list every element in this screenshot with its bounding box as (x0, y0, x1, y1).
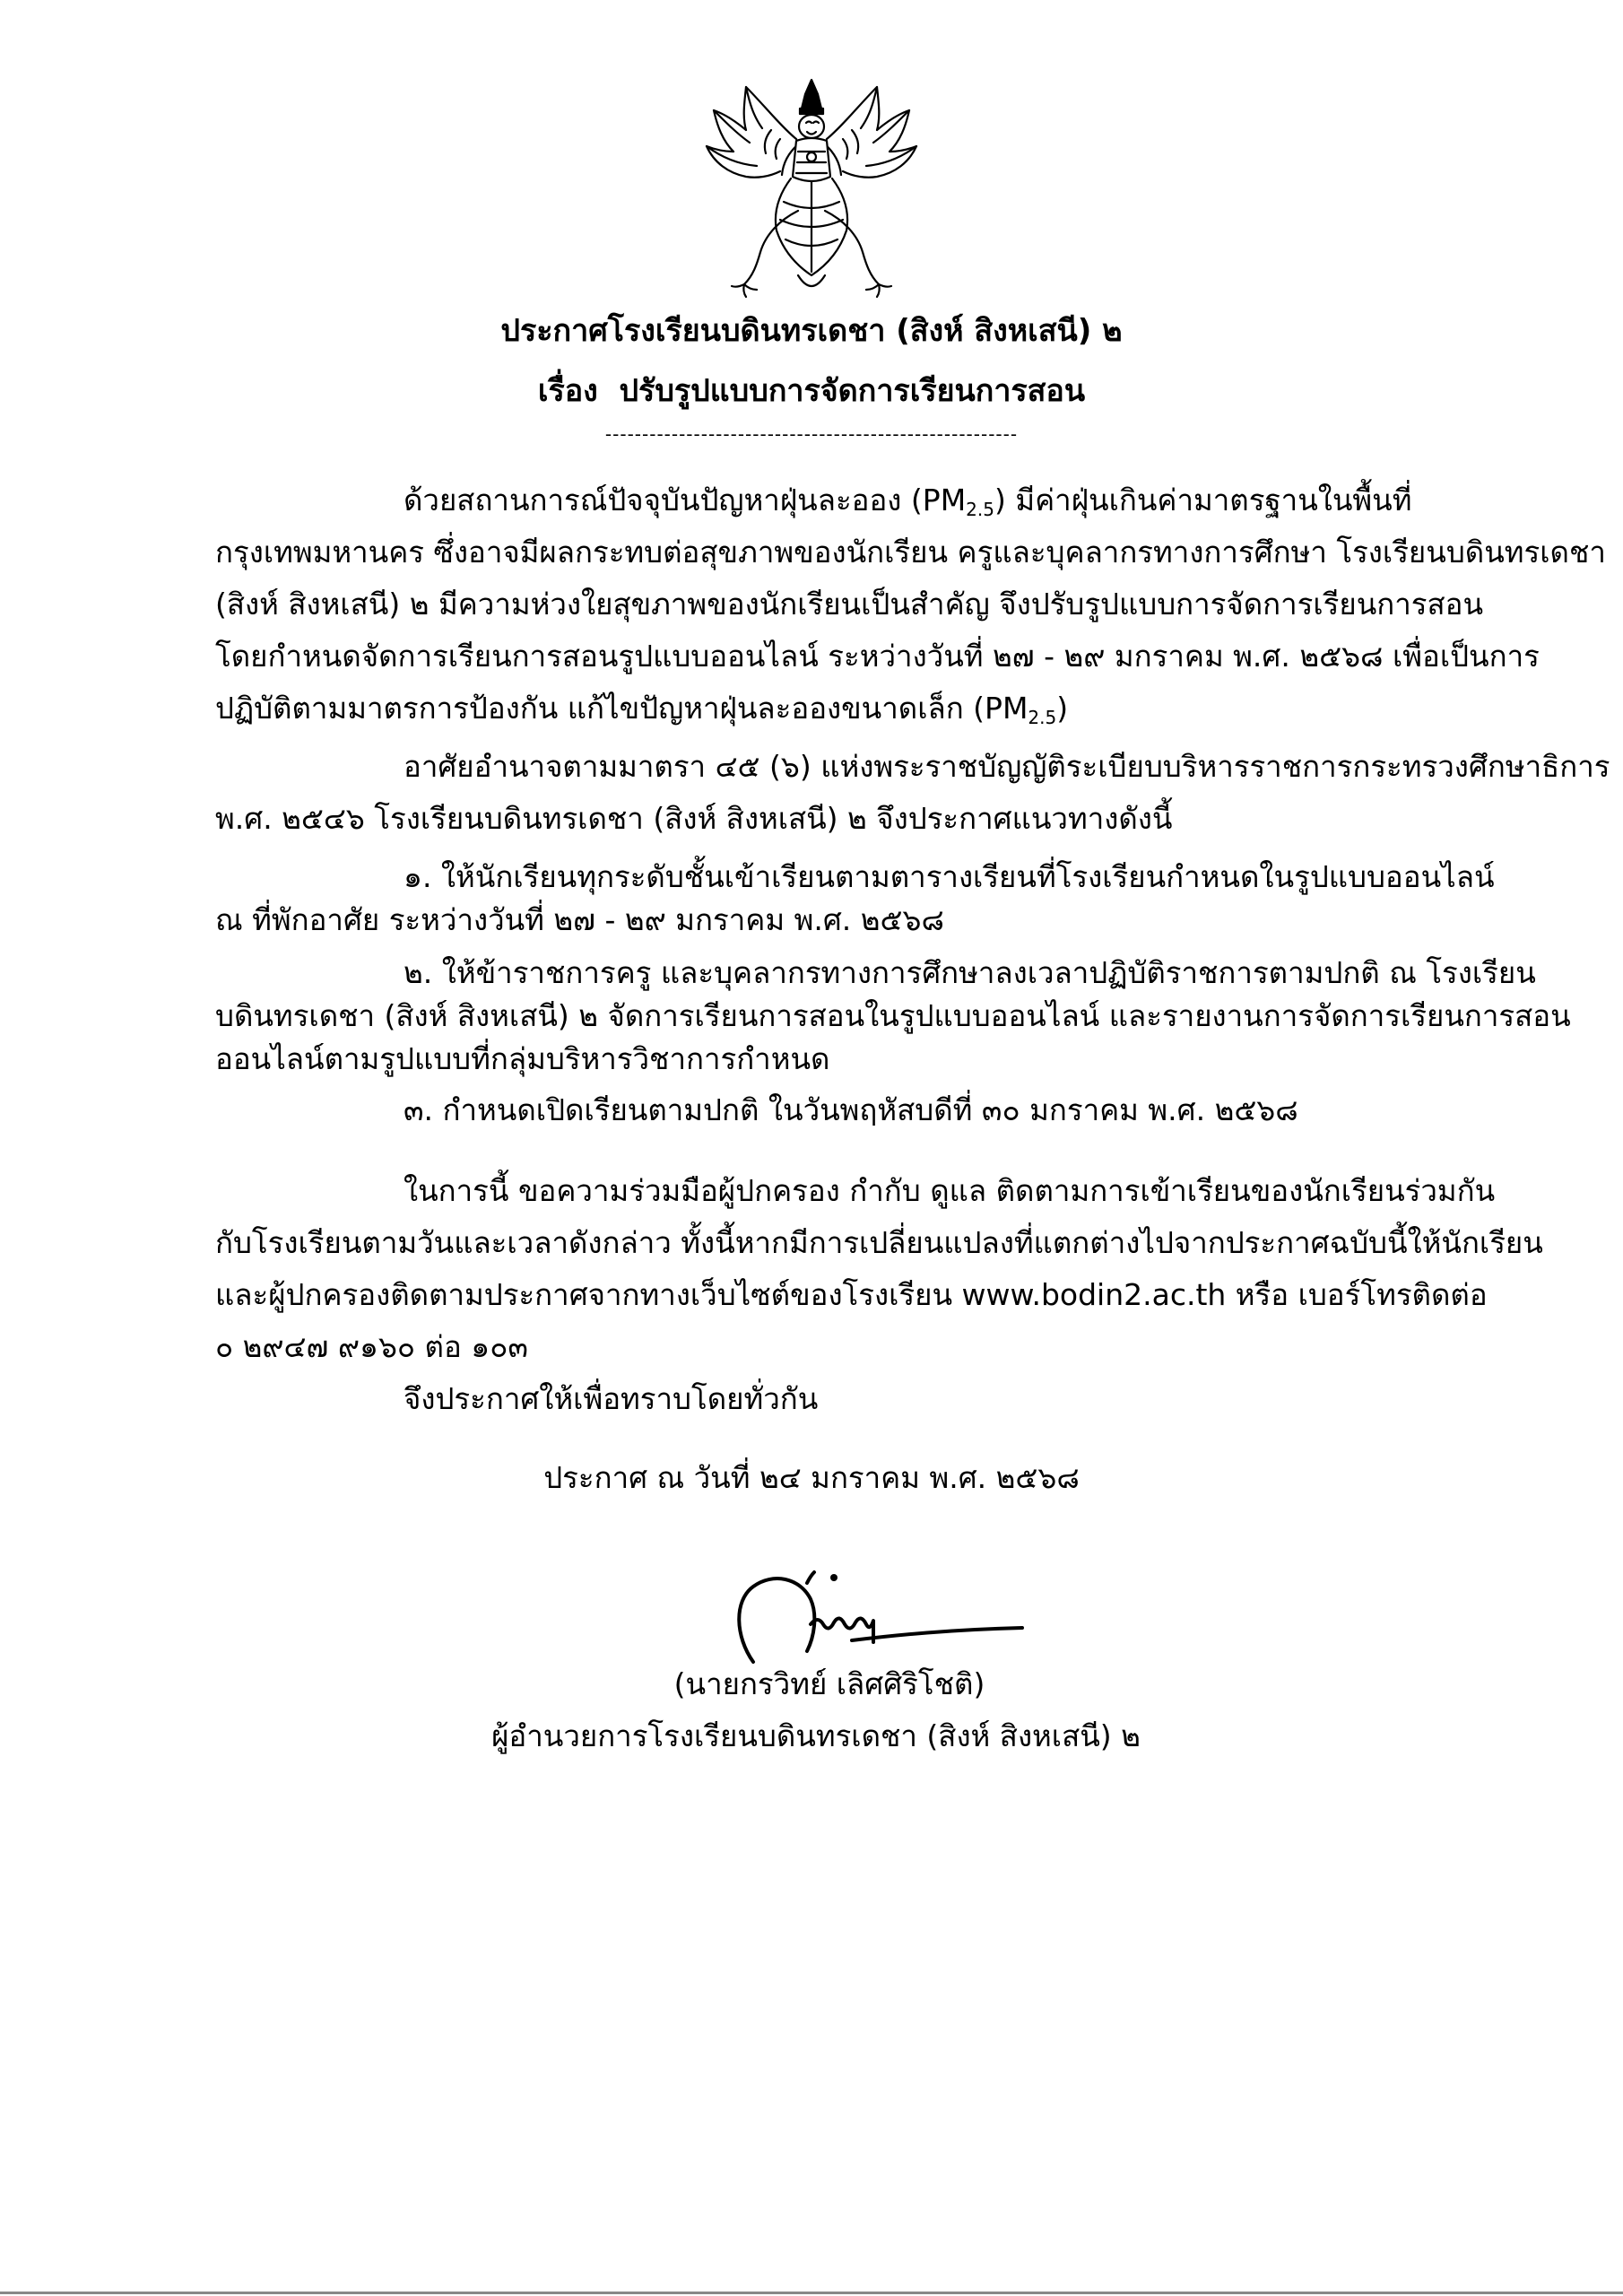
paragraph-1-line-4: โดยกำหนดจัดการเรียนการสอนรูปแบบออนไลน์ ระหว่างวันที่ ๒๗ - ๒๙ มกราคม พ.ศ. ๒๕๖๘ เพื่อเป็นการ (215, 639, 1540, 674)
subject-text: ปรับรูปแบบการจัดการเรียนการสอน (619, 373, 1086, 409)
paragraph-1-line-5: ปฏิบัติตามมาตรการป้องกัน แก้ไขปัญหาฝุ่นละอองขนาดเล็ก $(PM_{2.5})$ (215, 691, 1069, 728)
garuda-emblem-icon (690, 76, 933, 300)
page-bottom-edge (0, 2292, 1623, 2294)
subject-label: เรื่อง (537, 373, 598, 409)
item-1-line-2: ณ ที่พักอาศัย ระหว่างวันที่ ๒๗ - ๒๙ มกราคม พ.ศ. ๒๕๖๘ (215, 902, 944, 937)
paragraph-1-line-3: (สิงห์ สิงหเสนี) ๒ มีความห่วงใยสุขภาพของนักเรียนเป็นสำคัญ จึงปรับรูปแบบการจัดการเรียนการสอน (215, 587, 1484, 622)
pm-subscript: 2.5 (966, 499, 994, 520)
announcement-title: ประกาศโรงเรียนบดินทรเดชา (สิงห์ สิงหเสนี) ๒ (500, 313, 1123, 349)
paragraph-3-line-3: และผู้ปกครองติดตามประกาศจากทางเว็บไซต์ของโรงเรียน www.bodin2.ac.th หรือ เบอร์โทรติดต่อ (215, 1277, 1488, 1312)
paragraph-3-line-1: ในการนี้ ขอความร่วมมือผู้ปกครอง กำกับ ดูแล ติดตามการเข้าเรียนของนักเรียนร่วมกัน (404, 1173, 1496, 1208)
closing-line: จึงประกาศให้เพื่อทราบโดยทั่วกัน (404, 1381, 819, 1416)
signer-position: ผู้อำนวยการโรงเรียนบดินทรเดชา (สิงห์ สิงหเสนี) ๒ (491, 1718, 1141, 1753)
title-divider: -------------------------------------------------------- (604, 423, 1019, 445)
paragraph-1-line-1: ด้วยสถานการณ์ปัจจุบันปัญหาฝุ่นละออง $(PM_{2.5})$ มีค่าฝุ่นเกินค่ามาตรฐานในพื้นที่ (404, 483, 1412, 520)
item-2-line-1: ๒. ให้ข้าราชการครู และบุคลากรทางการศึกษาลงเวลาปฏิบัติราชการตามปกติ ณ โรงเรียน (404, 955, 1536, 990)
paragraph-2-line-2: พ.ศ. ๒๕๔๖ โรงเรียนบดินทรเดชา (สิงห์ สิงหเสนี) ๒ จึงประกาศแนวทางดังนี้ (215, 801, 1173, 836)
paragraph-2-line-1: อาศัยอำนาจตามมาตรา ๔๕ (๖) แห่งพระราชบัญญัติระเบียบบริหารราชการกระทรวงศึกษาธิการ (404, 749, 1610, 784)
signer-name: (นายกรวิทย์ เลิศศิริโชติ) (673, 1666, 985, 1701)
paragraph-3-line-2: กับโรงเรียนตามวันและเวลาดังกล่าว ทั้งนี้หากมีการเปลี่ยนแปลงที่แตกต่างไปจากประกาศฉบับนี้ให้นักเรียน (215, 1225, 1543, 1260)
item-3-line-1: ๓. กำหนดเปิดเรียนตามปกติ ในวันพฤหัสบดีที่ ๓๐ มกราคม พ.ศ. ๒๕๖๘ (404, 1092, 1298, 1127)
item-1-line-1: ๑. ให้นักเรียนทุกระดับชั้นเข้าเรียนตามตารางเรียนที่โรงเรียนกำหนดในรูปแบบออนไลน์ (404, 859, 1495, 894)
pm-subscript: 2.5 (1028, 707, 1057, 728)
item-2-line-3: ออนไลน์ตามรูปแบบที่กลุ่มบริหารวิชาการกำหนด (215, 1041, 830, 1076)
paragraph-1-line-2: กรุงเทพมหานคร ซึ่งอาจมีผลกระทบต่อสุขภาพของนักเรียน ครูและบุคลากรทางการศึกษา โรงเรียนบดินทรเดชา (215, 535, 1606, 570)
signature-icon (717, 1565, 1076, 1673)
item-2-line-2: บดินทรเดชา (สิงห์ สิงหเสนี) ๒ จัดการเรียนการสอนในรูปแบบออนไลน์ และรายงานการจัดการเรียนการสอน (215, 998, 1571, 1033)
announcement-subject (0, 370, 1623, 413)
paragraph-3-line-4: ๐ ๒๙๔๗ ๙๑๖๐ ต่อ ๑๐๓ (215, 1329, 528, 1364)
announcement-date: ประกาศ ณ วันที่ ๒๔ มกราคม พ.ศ. ๒๕๖๘ (543, 1460, 1080, 1495)
